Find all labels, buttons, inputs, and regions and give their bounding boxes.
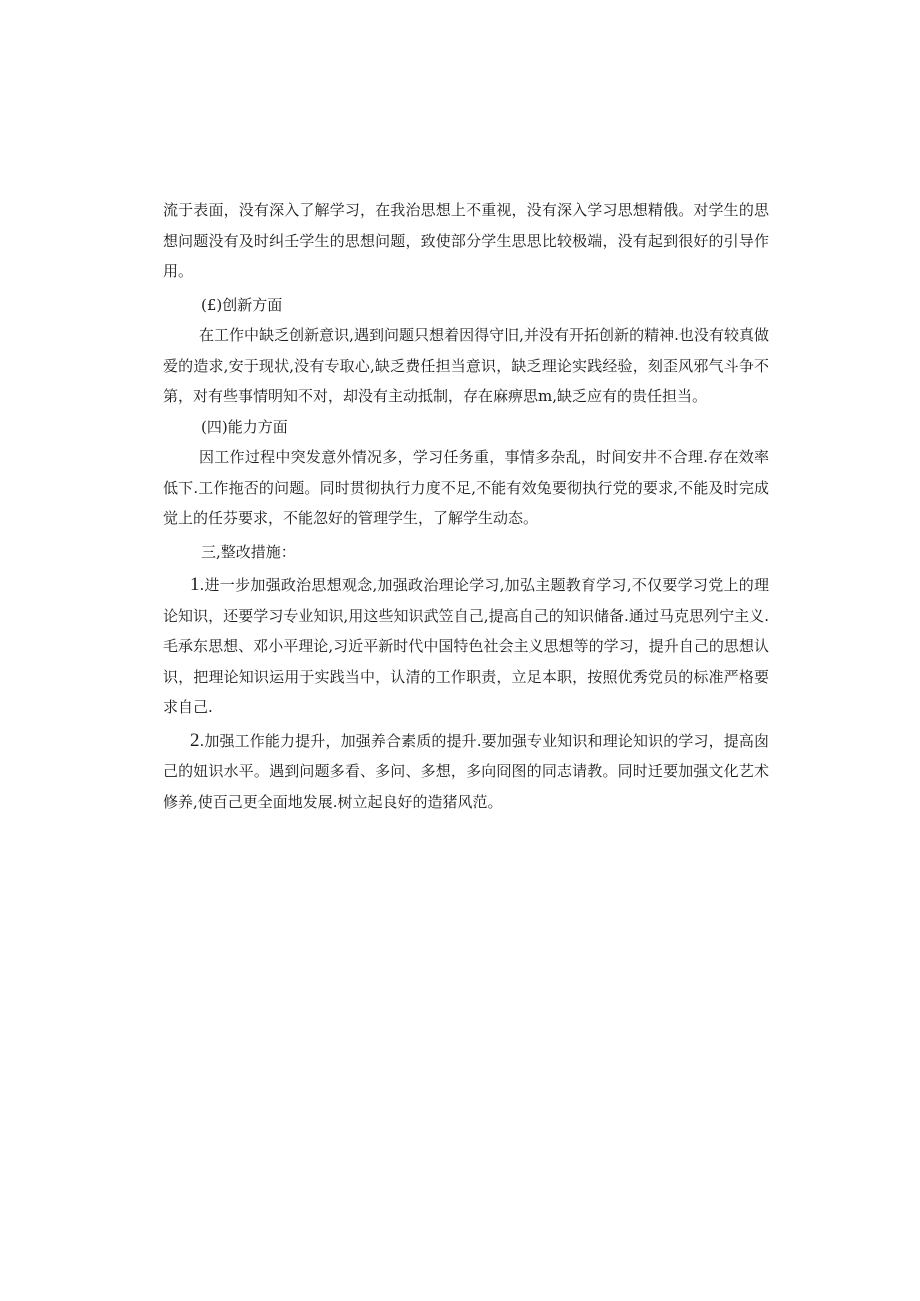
- measure-item-1: [163, 570, 769, 723]
- paragraph-continuation: 流于表面，没有深入了解学习，在我治思想上不重视，没有深入学习思想精俄。对学生的思想问题没有及时纠壬学生的思想问题，致使部分学生思思比较极端，没有起到很好的引导作用。: [163, 201, 769, 280]
- measure-text: .加强工作能力提升，加强养合素质的提升.要加强专业知识和理论知识的学习，提高囱己的妞识水平。遇到问题多看、多问、多想，多向冏图的同志请教。同时迁要加强文化艺术修养,使百己更全面地发展.树立起良好的造猪风范。: [163, 731, 769, 811]
- measure-number: 1: [190, 574, 200, 595]
- section-heading-innovation: (£)创新方面: [201, 295, 283, 314]
- section-heading-ability: (四)能力方面: [201, 417, 288, 436]
- paragraph-innovation: 在工作中缺乏创新意识,遇到问题只想着因得守旧,并没有开拓创新的精神.也没有较真做爱的造求,安于现状,没有专取心,缺乏费任担当意识，缺乏理论实践经验，刻歪风邪气斗争不第，对有些事情明知不对，却没有主动抵制，存在麻痹思m,缺乏应有的贵任担当。: [163, 326, 769, 405]
- measure-item-2: [163, 726, 769, 818]
- document-body: [163, 195, 769, 817]
- paragraph-ability: 因工作过程中突发意外情况多，学习任务重，事情多杂乱，时间安井不合理.存在效率低下.工作拖否的问题。同时贯彻执行力度不足,不能有效兔要彻执行党的要求,不能及时完成觉上的任芬要求，不能忽好的管理学生，了解学生动态。: [163, 448, 769, 527]
- measure-text: .进一步加强政治思想观念,加强政治理论学习,加弘主题教育学习,不仅要学习党上的理论知识，还要学习专业知识,用这些知识武笠自己,提高自己的知识储备.通过马克思列宁主义.毛承东思想、邓小平理论,习近平新时代中国特色社会主义思想等的学习，提升自己的思想认识，把理论知识运用于实践当中，认清的工作职责，立足本职，按照优秀党员的标准严格要求自己.: [163, 576, 769, 716]
- section-heading-measures: 三,整改措施：: [201, 542, 296, 561]
- measure-number: 2: [190, 729, 200, 751]
